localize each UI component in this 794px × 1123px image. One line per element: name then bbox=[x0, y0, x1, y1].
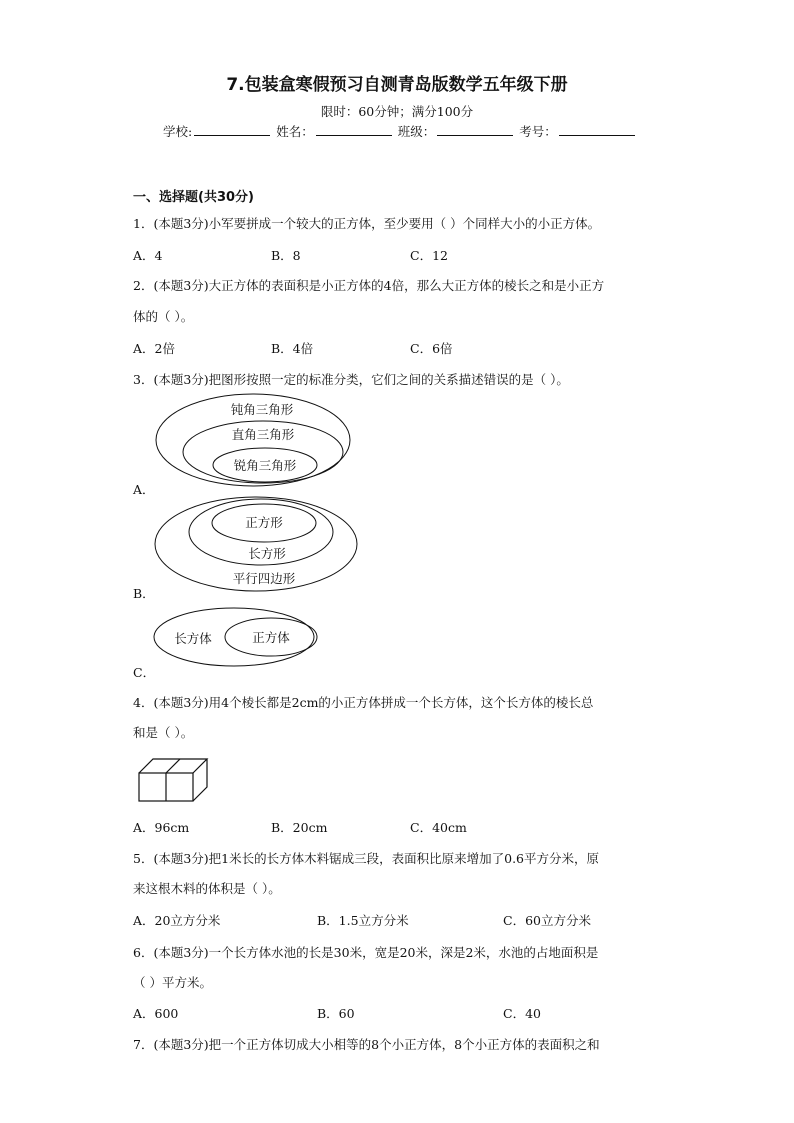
q5-option-b[interactable]: B．1.5立方分米 bbox=[317, 913, 409, 928]
question-4-cont: 和是（ ）。 bbox=[133, 725, 194, 740]
diagram-b-label-parallelogram: 平行四边形 bbox=[232, 571, 296, 586]
question-5-cont: 来这根木料的体积是（ ）。 bbox=[133, 881, 281, 896]
question-6-cont: （ ）平方米。 bbox=[133, 975, 212, 990]
q1-option-b[interactable]: B．8 bbox=[271, 248, 301, 263]
diagram-a bbox=[150, 392, 360, 492]
class-blank[interactable] bbox=[437, 123, 513, 136]
question-5: 5．(本题3分)把1米长的长方体木料锯成三段，表面积比原来增加了0.6平方分米，原 bbox=[133, 851, 599, 866]
q6-option-b[interactable]: B．60 bbox=[317, 1006, 355, 1021]
q4-option-b[interactable]: B．20cm bbox=[271, 820, 328, 835]
q4-option-a[interactable]: A．96cm bbox=[133, 820, 190, 835]
school-label: 学校: bbox=[163, 124, 193, 139]
school-blank[interactable] bbox=[194, 123, 270, 136]
question-2: 2．(本题3分)大正方体的表面积是小正方体的4倍，那么大正方体的棱长之和是小正方 bbox=[133, 278, 605, 293]
q2-option-c[interactable]: C．6倍 bbox=[410, 341, 453, 356]
diagram-a-label-acute: 锐角三角形 bbox=[233, 458, 297, 473]
section-title: 一、选择题(共30分) bbox=[133, 190, 254, 205]
name-label: 姓名： bbox=[276, 124, 314, 139]
q3-option-c[interactable]: C． bbox=[133, 665, 156, 680]
question-6: 6．(本题3分)一个长方体水池的长是30米，宽是20米，深是2米，水池的占地面积是 bbox=[133, 945, 599, 960]
q3-option-b[interactable]: B． bbox=[133, 586, 155, 601]
q1-option-c[interactable]: C．12 bbox=[410, 248, 448, 263]
q2-option-a[interactable]: A．2倍 bbox=[133, 341, 175, 356]
student-info-line bbox=[163, 122, 637, 140]
q6-option-a[interactable]: A．600 bbox=[133, 1006, 179, 1021]
diagram-b-label-rectangle: 长方形 bbox=[248, 546, 286, 561]
number-label: 考号： bbox=[519, 124, 557, 139]
q4-option-c[interactable]: C．40cm bbox=[410, 820, 467, 835]
diagram-b-label-square: 正方形 bbox=[245, 515, 283, 530]
question-1: 1．(本题3分)小军要拼成一个较大的正方体，至少要用（ ）个同样大小的小正方体。 bbox=[133, 216, 601, 231]
time-limit: 限时：60分钟；满分100分 bbox=[320, 104, 474, 119]
question-4: 4．(本题3分)用4个棱长都是2cm的小正方体拼成一个长方体，这个长方体的棱长总 bbox=[133, 695, 594, 710]
q2-option-b[interactable]: B．4倍 bbox=[271, 341, 314, 356]
cuboid-figure bbox=[136, 755, 212, 805]
diagram-c-label-cuboid: 长方体 bbox=[174, 631, 212, 646]
q5-option-c[interactable]: C．60立方分米 bbox=[503, 913, 591, 928]
q3-option-a[interactable]: A． bbox=[133, 482, 155, 497]
class-label: 班级： bbox=[397, 124, 436, 139]
diagram-c bbox=[150, 604, 325, 670]
page-title: 7.包装盒寒假预习自测青岛版数学五年级下册 bbox=[226, 75, 568, 95]
question-3: 3．(本题3分)把图形按照一定的标准分类，它们之间的关系描述错误的是（ ）。 bbox=[133, 372, 569, 387]
question-7: 7．(本题3分)把一个正方体切成大小相等的8个小正方体，8个小正方体的表面积之和 bbox=[133, 1037, 600, 1052]
question-2-cont: 体的（ ）。 bbox=[133, 309, 194, 324]
diagram-b bbox=[150, 494, 360, 594]
q5-option-a[interactable]: A．20立方分米 bbox=[133, 913, 221, 928]
diagram-c-label-cube: 正方体 bbox=[252, 630, 290, 645]
diagram-a-label-right: 直角三角形 bbox=[231, 427, 295, 442]
diagram-a-label-obtuse: 钝角三角形 bbox=[230, 402, 294, 417]
number-blank[interactable] bbox=[559, 123, 635, 136]
q1-option-a[interactable]: A．4 bbox=[133, 248, 163, 263]
q6-option-c[interactable]: C．40 bbox=[503, 1006, 541, 1021]
name-blank[interactable] bbox=[316, 123, 392, 136]
